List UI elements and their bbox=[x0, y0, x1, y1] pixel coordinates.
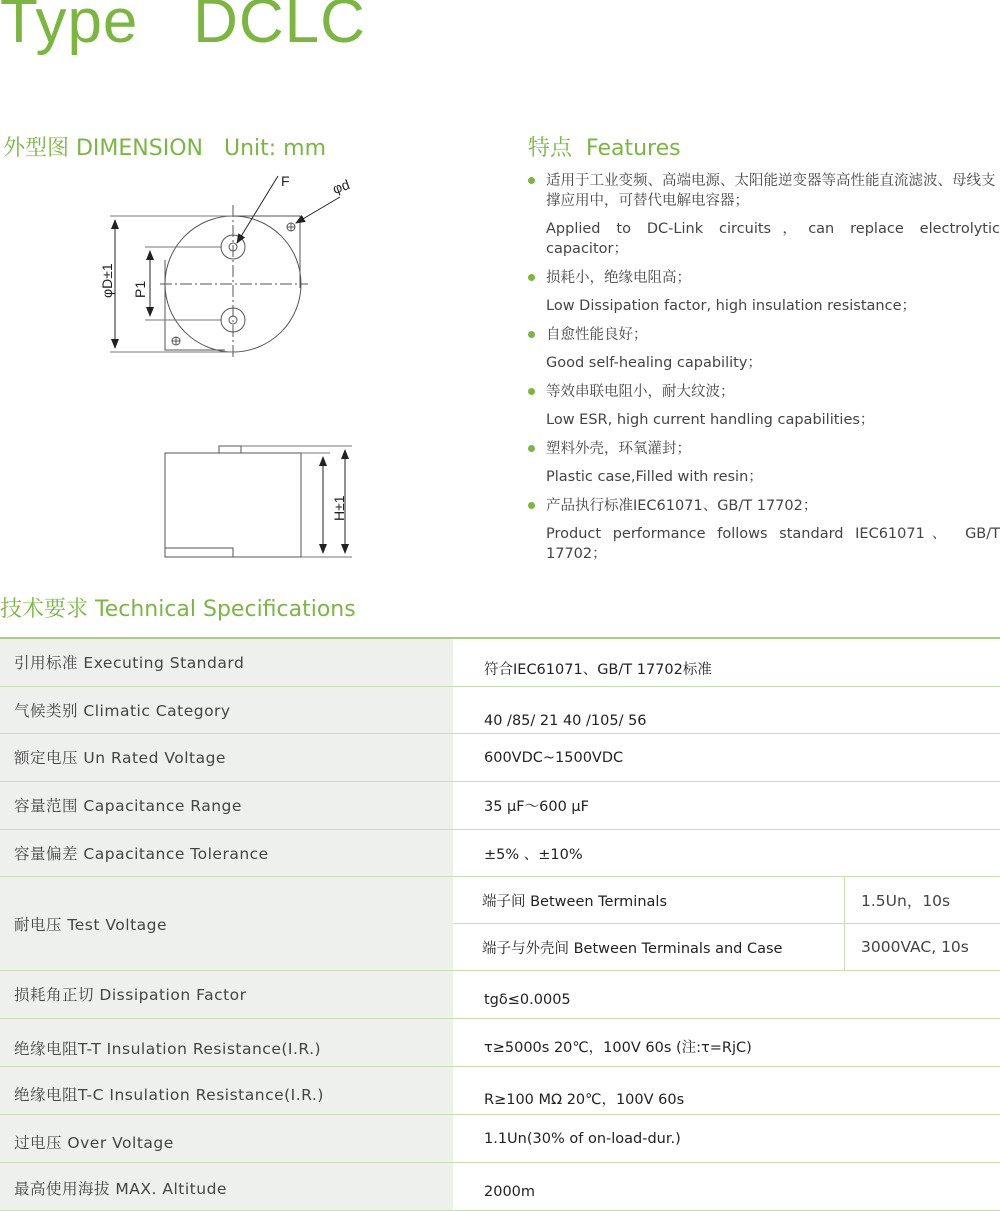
spec-label: 引用标准 Executing Standard bbox=[0, 639, 453, 686]
dimension-drawing bbox=[95, 165, 365, 565]
feature-en: Plastic case,Filled with resin； bbox=[546, 469, 763, 485]
spec-value: 1.1Un(30% of on-load-dur.) bbox=[484, 1130, 681, 1147]
sub-label: 端子间 Between Terminals bbox=[453, 877, 845, 923]
spec-value: τ≥5000s 20℃，100V 60s (注:τ=RjC) bbox=[484, 1040, 752, 1056]
table-row bbox=[0, 1019, 1000, 1067]
page-title: Type DCLC bbox=[0, 0, 366, 56]
p1-label: P1 bbox=[132, 280, 148, 298]
table-row bbox=[0, 877, 1000, 971]
test-voltage-subtable bbox=[453, 877, 1000, 970]
table-row bbox=[0, 830, 1000, 877]
spec-value: 符合IEC61071、GB/T 17702标准 bbox=[484, 662, 712, 678]
spec-label: 耐电压 Test Voltage bbox=[0, 877, 453, 970]
feature-zh: 塑料外壳，环氧灌封； bbox=[546, 441, 691, 457]
spec-label: 最高使用海拔 MAX. Altitude bbox=[0, 1163, 453, 1210]
spec-value: ±5% 、±10% bbox=[484, 846, 583, 863]
feature-zh: 自愈性能良好； bbox=[546, 327, 648, 343]
spec-label: 额定电压 Un Rated Voltage bbox=[0, 734, 453, 781]
bullet-icon bbox=[528, 331, 535, 338]
spec-value: 35 μF～600 μF bbox=[484, 799, 589, 815]
table-row bbox=[0, 687, 1000, 734]
f-leader-line bbox=[237, 176, 278, 243]
feature-zh: 适用于工业变频、高端电源、太阳能逆变器等高性能直流滤波、母线支撑应用中，可替代电解电容器； bbox=[546, 173, 996, 209]
feature-zh: 产品执行标准IEC61071、GB/T 17702； bbox=[546, 498, 818, 514]
sub-value: 1.5Un，10s bbox=[861, 892, 951, 910]
table-row bbox=[0, 782, 1000, 830]
spec-label: 容量范围 Capacitance Range bbox=[0, 782, 453, 829]
spec-value: 2000m bbox=[484, 1183, 536, 1200]
specs-heading: 技术要求 Technical Specifications bbox=[0, 597, 356, 622]
f-label: F bbox=[281, 173, 290, 189]
feature-item bbox=[527, 268, 1000, 316]
feature-item bbox=[527, 171, 1000, 259]
sub-label: 端子与外壳间 Between Terminals and Case bbox=[453, 924, 845, 970]
bullet-icon bbox=[528, 502, 535, 509]
features-list bbox=[527, 171, 1000, 573]
features-heading: 特点 Features bbox=[528, 136, 681, 161]
bullet-icon bbox=[528, 177, 535, 184]
table-row bbox=[0, 1163, 1000, 1211]
table-row bbox=[0, 734, 1000, 782]
spec-value: 40 /85/ 21 40 /105/ 56 bbox=[484, 713, 647, 729]
feature-item bbox=[527, 439, 1000, 487]
bullet-icon bbox=[528, 388, 535, 395]
table-row bbox=[0, 1067, 1000, 1115]
dimension-heading: 外型图 DIMENSION Unit: mm bbox=[3, 136, 327, 161]
feature-en: Product performance follows standard IEC61071、 GB/T 17702； bbox=[546, 526, 1000, 562]
spec-value: tgδ≤0.0005 bbox=[484, 991, 571, 1008]
feature-item bbox=[527, 496, 1000, 564]
height-label: H±1 bbox=[331, 495, 347, 521]
d-leader-line bbox=[296, 197, 340, 223]
diameter-label: φD±1 bbox=[99, 263, 115, 298]
feature-en: Applied to DC-Link circuits，can replace electrolytic capacitor； bbox=[546, 221, 1000, 257]
sub-row bbox=[453, 877, 1000, 924]
side-view bbox=[165, 446, 352, 557]
spec-value: 600VDC~1500VDC bbox=[484, 749, 624, 766]
feature-item bbox=[527, 382, 1000, 430]
spec-label: 绝缘电阻T-C Insulation Resistance(I.R.) bbox=[0, 1067, 453, 1114]
specs-table bbox=[0, 637, 1000, 1211]
bullet-icon bbox=[528, 274, 535, 281]
spec-value: R≥100 MΩ 20℃，100V 60s bbox=[484, 1092, 685, 1108]
spec-label: 气候类别 Climatic Category bbox=[0, 687, 453, 733]
feature-en: Low ESR, high current handling capabilities； bbox=[546, 412, 875, 428]
bullet-icon bbox=[528, 445, 535, 452]
spec-label: 容量偏差 Capacitance Tolerance bbox=[0, 830, 453, 876]
table-row bbox=[0, 1115, 1000, 1163]
sub-row bbox=[453, 924, 1000, 970]
d-label: φd bbox=[330, 176, 352, 197]
table-row bbox=[0, 971, 1000, 1019]
spec-label: 损耗角正切 Dissipation Factor bbox=[0, 971, 453, 1018]
spec-label: 过电压 Over Voltage bbox=[0, 1115, 453, 1162]
feature-en: Low Dissipation factor, high insulation resistance； bbox=[546, 298, 917, 314]
feature-en: Good self-healing capability； bbox=[546, 355, 762, 371]
table-row bbox=[0, 639, 1000, 687]
spec-label: 绝缘电阻T-T Insulation Resistance(I.R.) bbox=[0, 1019, 453, 1066]
feature-item bbox=[527, 325, 1000, 373]
feature-zh: 损耗小，绝缘电阻高； bbox=[546, 270, 691, 286]
feature-zh: 等效串联电阻小，耐大纹波； bbox=[546, 384, 735, 400]
sub-value: 3000VAC, 10s bbox=[861, 938, 969, 956]
